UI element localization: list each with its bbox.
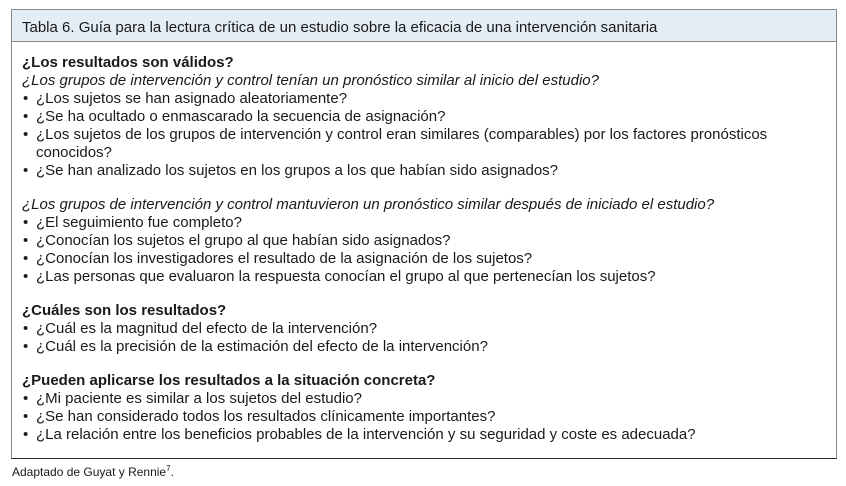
list-item: • ¿Se ha ocultado o enmascarado la secuencia de asignación? [22, 108, 822, 126]
section-title-validity: ¿Los resultados son válidos? [22, 54, 234, 71]
section-validity-followup [22, 196, 822, 286]
table-body [22, 54, 822, 460]
section-applicability [22, 372, 822, 444]
list-applicability [22, 390, 822, 444]
list-results [22, 320, 822, 356]
list-item: • ¿Se han analizado los sujetos en los grupos a los que habían sido asignados? [22, 162, 822, 180]
subquestion-initial-prognosis: ¿Los grupos de intervención y control tenían un pronóstico similar al inicio del estudio? [22, 72, 599, 89]
section-title-applicability: ¿Pueden aplicarse los resultados a la situación concreta? [22, 372, 436, 389]
table-frame [11, 9, 837, 459]
source-footnote [12, 465, 174, 479]
subquestion-maintained-prognosis: ¿Los grupos de intervención y control mantuvieron un pronóstico similar después de iniciado el estudio? [22, 196, 715, 213]
table-header [12, 9, 836, 42]
list-item: • ¿Se han considerado todos los resultados clínicamente importantes? [22, 408, 822, 426]
list-item: • ¿Conocían los sujetos el grupo al que habían sido asignados? [22, 232, 822, 250]
table-title: Tabla 6. Guía para la lectura crítica de un estudio sobre la eficacia de una intervención sanitaria [22, 19, 658, 36]
list-maintained-prognosis [22, 214, 822, 286]
list-item: • ¿Cuál es la precisión de la estimación del efecto de la intervención? [22, 338, 822, 356]
list-item: • ¿Mi paciente es similar a los sujetos del estudio? [22, 390, 822, 408]
list-item: • ¿El seguimiento fue completo? [22, 214, 822, 232]
footnote-reference: 7 [166, 464, 171, 473]
footnote-text: Adaptado de Guyat y Rennie [12, 465, 167, 479]
list-item: • ¿Cuál es la magnitud del efecto de la intervención? [22, 320, 822, 338]
list-item: • ¿Los sujetos se han asignado aleatoriamente? [22, 90, 822, 108]
list-item: • ¿Conocían los investigadores el resultado de la asignación de los sujetos? [22, 250, 822, 268]
list-initial-prognosis [22, 90, 822, 180]
section-title-results: ¿Cuáles son los resultados? [22, 302, 227, 319]
list-item: • ¿La relación entre los beneficios probables de la intervención y su seguridad y coste es adecuada? [22, 426, 822, 444]
footnote-end: . [170, 465, 174, 479]
list-item: • ¿Las personas que evaluaron la respuesta conocían el grupo al que pertenecían los sujetos? [22, 268, 822, 286]
section-results [22, 302, 822, 356]
list-item: • ¿Los sujetos de los grupos de intervención y control eran similares (comparables) por los factores pronósticos conocidos? [22, 126, 822, 162]
section-validity [22, 54, 822, 180]
